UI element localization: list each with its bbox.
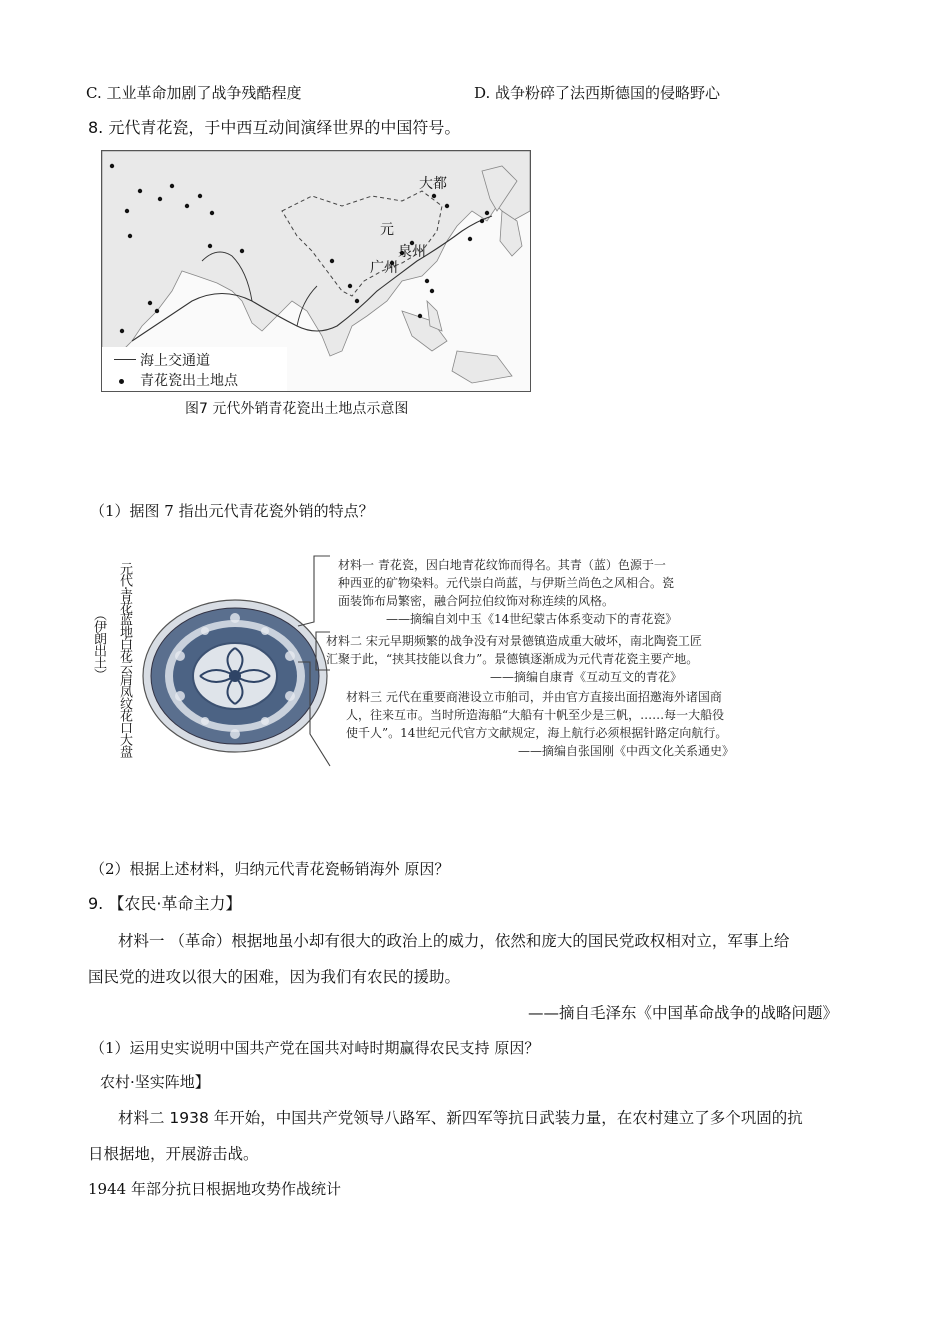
- q9-material-1-line-1: 材料一 （革命）根据地虽小却有很大的政治上的威力，依然和庞大的国民党政权相对立，军事上给: [118, 932, 790, 950]
- plate-caption: 元代·青花蓝地白花云肩凤纹花口大盘: [117, 562, 132, 758]
- material-1: [330, 556, 730, 628]
- q9-heading-2: 农村·坚实阵地】: [100, 1073, 210, 1091]
- q9-material-1-source: ——摘自毛泽东《中国革命战争的战略问题》: [528, 1004, 839, 1022]
- material-2-source: ——摘编自康青《互动互文的青花》: [490, 670, 683, 684]
- q9-material-1-line-2: 国民党的进攻以很大的困难，因为我们有农民的援助。: [88, 968, 461, 986]
- material-2-line: 汇聚于此，“挟其技能以食力”。景德镇逐渐成为元代青花瓷主要产地。: [326, 652, 699, 666]
- q8-sub2: （2）根据上述材料，归纳元代青花瓷畅销海外 原因？: [90, 860, 450, 878]
- option-d: D. 战争粉碎了法西斯德国的侵略野心: [474, 84, 721, 102]
- q9-sub1: （1）运用史实说明中国共产党在国共对峙时期赢得农民支持 原因？: [90, 1039, 540, 1057]
- legend-site-dot: [119, 379, 124, 384]
- material-3-line: 使千人”。14世纪元代官方文献规定，海上航行必须根据针路定向航行。: [346, 726, 728, 740]
- map-figure-7: [101, 150, 531, 392]
- legend-route-label: 海上交通道: [140, 353, 210, 369]
- map-label-quanzhou: 泉州: [398, 244, 426, 260]
- material-1-source: ——摘编自刘中玉《14世纪蒙古体系变动下的青花瓷》: [386, 612, 678, 626]
- material-3-line: 人，往来互市。当时所造海船“大船有十帆至少是三帆，……每一大船役: [346, 708, 725, 722]
- material-1-line: 材料一 青花瓷，因白地青花纹饰而得名。其青（蓝）色源于一: [338, 558, 666, 572]
- material-1-line: 面装饰布局繁密，融合阿拉伯纹饰对称连续的风格。: [338, 594, 615, 608]
- plate-origin: （伊朗出土）: [91, 608, 106, 680]
- material-3: [338, 688, 758, 760]
- q8-sub1: （1）据图 7 指出元代青花瓷外销的特点？: [90, 502, 374, 520]
- legend-route-line: [114, 359, 136, 360]
- material-3-line: 材料三 元代在重要商港设立市舶司，并由官方直接出面招邀海外诸国商: [346, 690, 722, 704]
- map-label-yuan: 元: [380, 222, 394, 238]
- legend-site-label: 青花瓷出土地点: [140, 373, 238, 389]
- map-legend: [102, 347, 287, 391]
- option-c: C. 工业革命加剧了战争残酷程度: [86, 84, 302, 102]
- material-2-line: 材料二 宋元早期频繁的战争没有对景德镇造成重大破坏，南北陶瓷工匠: [326, 634, 702, 648]
- material-3-source: ——摘编自张国刚《中西文化关系通史》: [518, 744, 735, 758]
- q9-material-2-line-2: 日根据地，开展游击战。: [88, 1145, 259, 1163]
- map-label-dadu: 大都: [419, 176, 447, 192]
- material-1-line: 种西亚的矿物染料。元代崇白尚蓝，与伊斯兰尚色之风相合。瓷: [338, 576, 675, 590]
- q8-title: 8. 元代青花瓷，于中西互动间演绎世界的中国符号。: [88, 118, 461, 137]
- q9-material-2-line-1: 材料二 1938 年开始，中国共产党领导八路军、新四军等抗日武装力量，在农村建立了多个巩固的抗: [118, 1109, 803, 1127]
- map-caption: 图7 元代外销青花瓷出土地点示意图: [185, 401, 409, 417]
- material-2: [320, 632, 740, 686]
- q9-title: 9. 【农民·革命主力】: [88, 894, 242, 913]
- q9-table-title: 1944 年部分抗日根据地攻势作战统计: [88, 1180, 341, 1198]
- map-label-guangzhou: 广州: [370, 260, 398, 276]
